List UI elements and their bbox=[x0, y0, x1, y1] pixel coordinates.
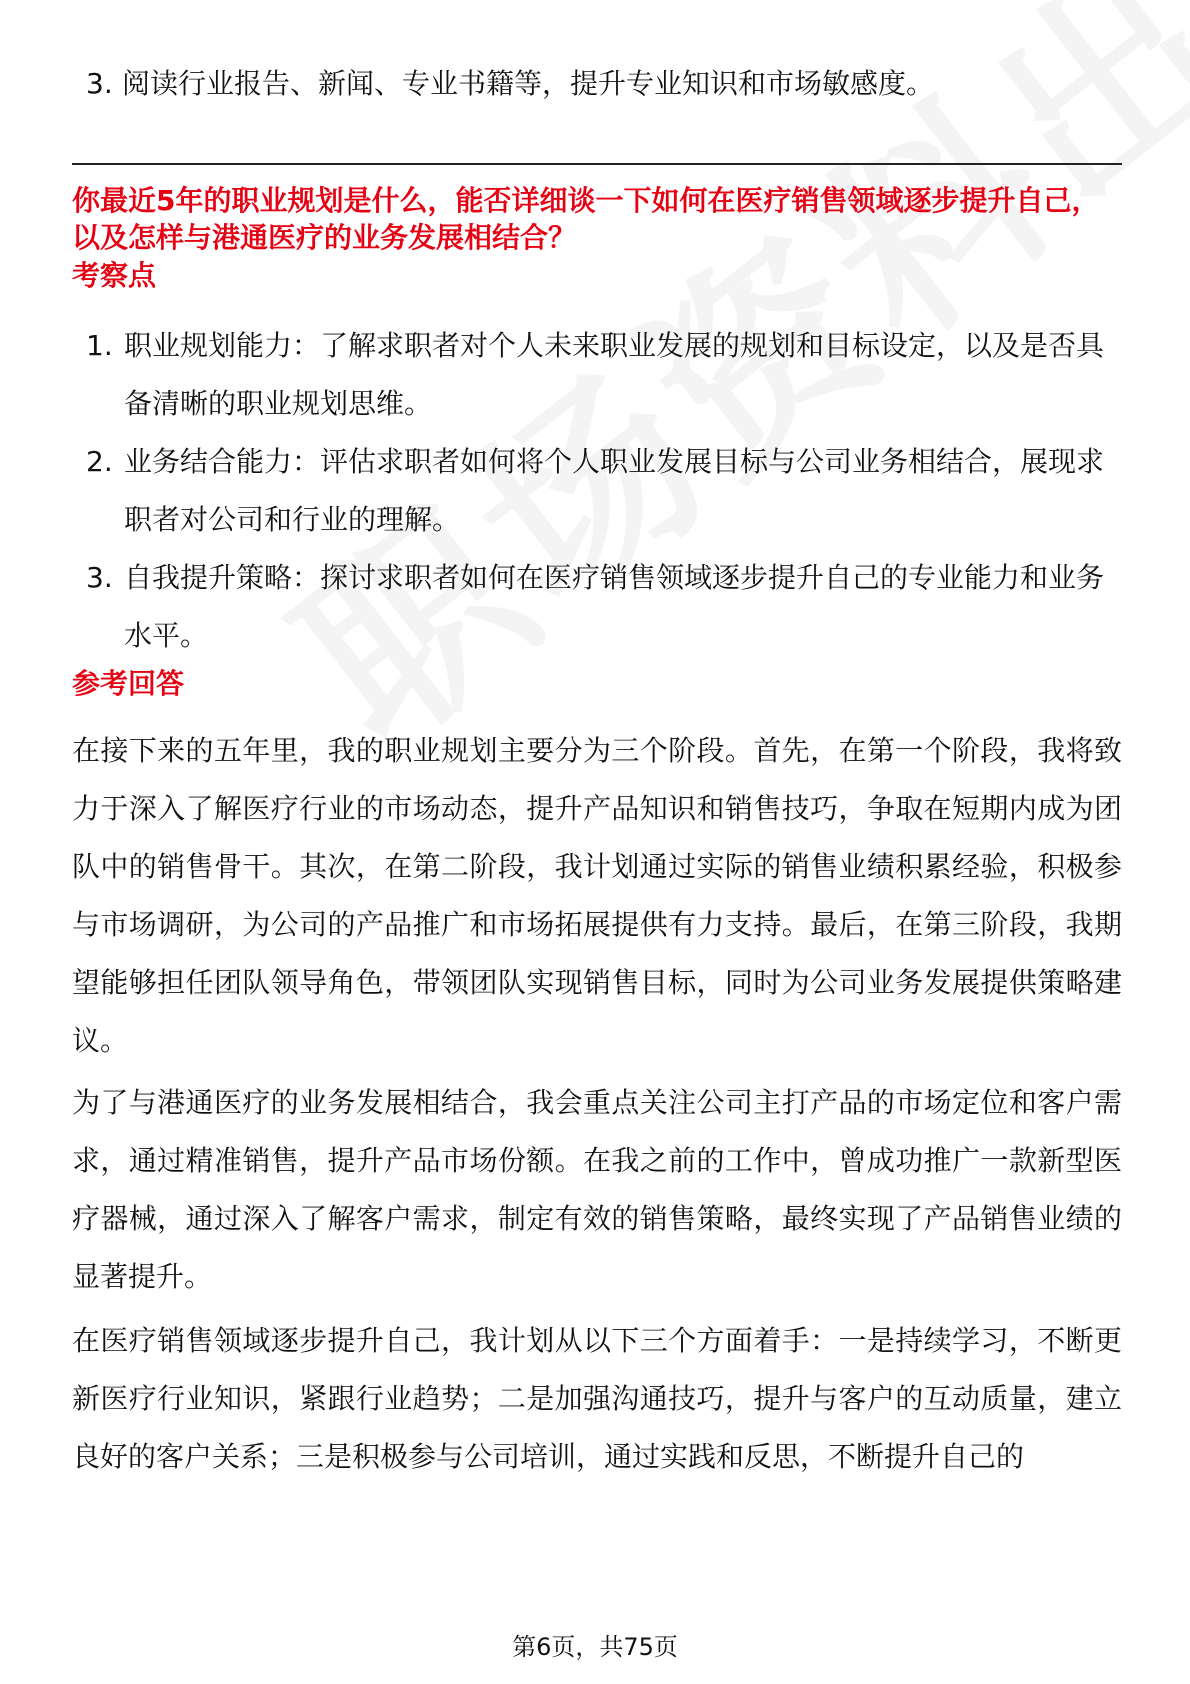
list-number: 1. bbox=[86, 329, 113, 362]
question-heading: 你最近5年的职业规划是什么，能否详细谈一下如何在医疗销售领域逐步提升自己，以及怎样与港通医疗的业务发展相结合？ bbox=[72, 184, 1100, 254]
list-text: 自我提升策略：探讨求职者如何在医疗销售领域逐步提升自己的专业能力和业务水平。 bbox=[124, 561, 1105, 652]
list-text: 职业规划能力：了解求职者对个人未来职业发展的规划和目标设定，以及是否具备清晰的职业规划思维。 bbox=[124, 329, 1105, 420]
list-number: 3. bbox=[86, 561, 113, 594]
page-footer: 第6页，共75页 bbox=[512, 1633, 678, 1661]
section-divider bbox=[72, 163, 1122, 165]
list-number: 3. bbox=[86, 67, 113, 100]
focus-heading: 考察点 bbox=[72, 259, 157, 292]
list-item bbox=[72, 433, 1122, 549]
list-item bbox=[72, 62, 1122, 106]
focus-list bbox=[72, 317, 1122, 665]
answer-paragraph: 在接下来的五年里，我的职业规划主要分为三个阶段。首先，在第一个阶段，我将致力于深入了解医疗行业的市场动态，提升产品知识和销售技巧，争取在短期内成为团队中的销售骨干。其次，在第二阶段，我计划通过实际的销售业绩积累经验，积极参与市场调研，为公司的产品推广和市场拓展提供有力支持。最后，在第三阶段，我期望能够担任团队领导角色，带领团队实现销售目标，同时为公司业务发展提供策略建议。 bbox=[72, 734, 1122, 1057]
list-text: 阅读行业报告、新闻、专业书籍等，提升专业知识和市场敏感度。 bbox=[122, 67, 935, 100]
answer-paragraph: 在医疗销售领域逐步提升自己，我计划从以下三个方面着手：一是持续学习，不断更新医疗行业知识，紧跟行业趋势；二是加强沟通技巧，提升与客户的互动质量，建立良好的客户关系；三是积极参与公司培训，通过实践和反思，不断提升自己的 bbox=[72, 1324, 1122, 1473]
answer-paragraph: 为了与港通医疗的业务发展相结合，我会重点关注公司主打产品的市场定位和客户需求，通过精准销售，提升产品市场份额。在我之前的工作中，曾成功推广一款新型医疗器械，通过深入了解客户需求，制定有效的销售策略，最终实现了产品销售业绩的显著提升。 bbox=[72, 1086, 1122, 1293]
list-item bbox=[72, 317, 1122, 433]
list-number: 2. bbox=[86, 445, 113, 478]
list-item bbox=[72, 549, 1122, 665]
answer-heading: 参考回答 bbox=[72, 667, 185, 700]
list-text: 业务结合能力：评估求职者如何将个人职业发展目标与公司业务相结合，展现求职者对公司和行业的理解。 bbox=[124, 445, 1105, 536]
